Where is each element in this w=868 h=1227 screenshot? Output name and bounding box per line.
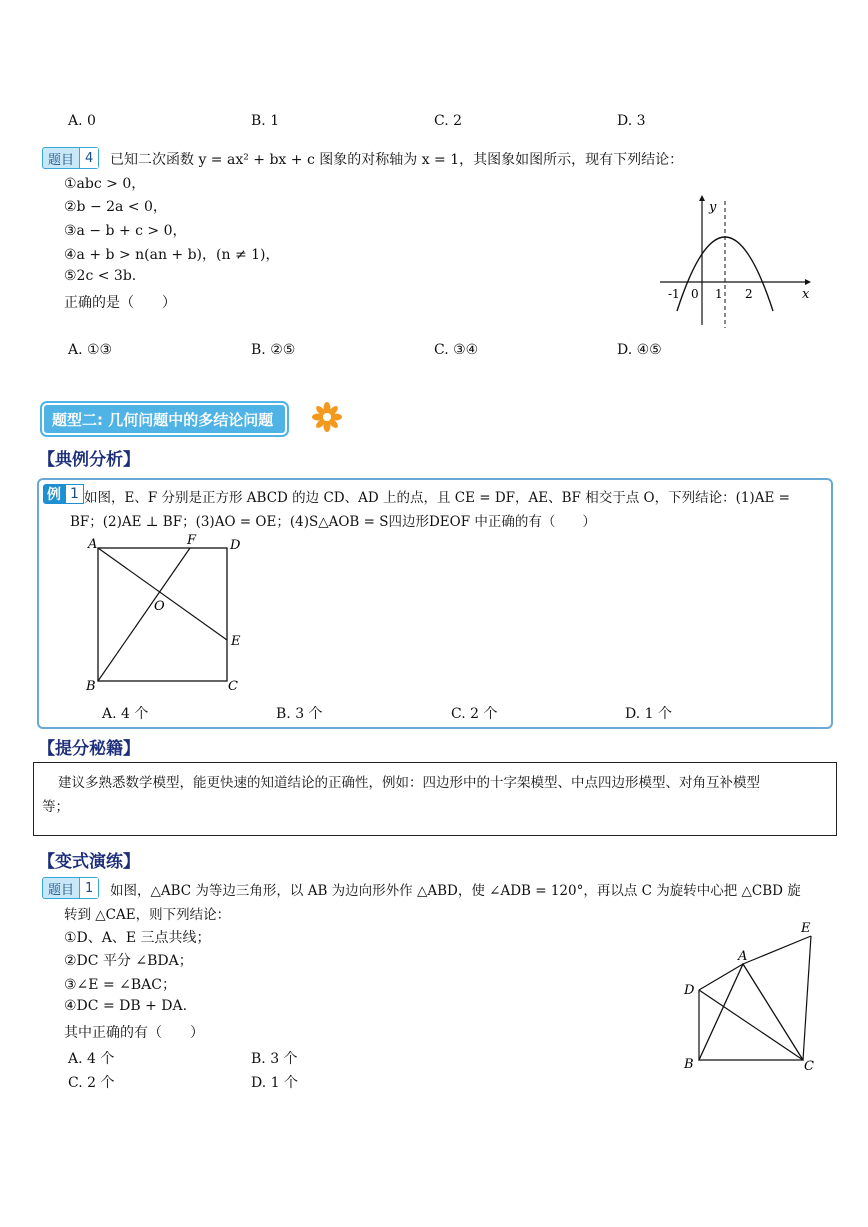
example-option-d[interactable]: D. 1 个 xyxy=(625,706,672,722)
q4-option-c[interactable]: C. ③④ xyxy=(434,342,479,358)
q3-option-d[interactable]: D. 3 xyxy=(617,113,646,129)
triangle-abc xyxy=(699,964,803,1060)
y-axis-label: y xyxy=(709,200,717,215)
q4-stem: 已知二次函数 y = ax² + bx + c 图象的对称轴为 x = 1，其图象如图所示，现有下列结论： xyxy=(110,152,684,168)
label-o: O xyxy=(154,599,165,614)
v1-option-b[interactable]: B. 3 个 xyxy=(251,1051,298,1067)
v1-item-2: ②DC 平分 ∠BDA； xyxy=(64,953,193,969)
tick-1: 1 xyxy=(715,287,723,301)
label-a: A xyxy=(88,537,98,552)
q3-option-b[interactable]: B. 1 xyxy=(251,113,280,129)
q4-item-4: ④a + b > n(an + b)，(n ≠ 1)， xyxy=(64,247,280,263)
v1-ask: 其中正确的有（ ） xyxy=(64,1025,204,1041)
label-d: D xyxy=(684,983,695,998)
label-a: A xyxy=(738,949,748,964)
tick-0: 0 xyxy=(691,287,699,301)
question-tag-number: 4 xyxy=(79,148,98,168)
square-figure xyxy=(80,530,260,700)
example-tag-label: 例 xyxy=(43,484,65,504)
question-tag-label: 题目 xyxy=(48,152,75,168)
question-tag-label: 题目 xyxy=(48,882,75,898)
v1-line-1: 如图，△ABC 为等边三角形，以 AB 为边向形外作 △ABD，使 ∠ADB = 120°，再以点 C 为旋转中心把 △CBD 旋 xyxy=(110,883,801,899)
label-b: B xyxy=(86,679,96,694)
y-axis-arrow xyxy=(699,195,705,201)
v1-line-2: 转到 △CAE，则下列结论： xyxy=(64,907,231,923)
segment-ec xyxy=(803,936,811,1060)
label-c: C xyxy=(804,1059,814,1074)
v1-option-c[interactable]: C. 2 个 xyxy=(68,1075,115,1091)
example-option-a[interactable]: A. 4 个 xyxy=(102,706,149,722)
heading-variant-practice: 【变式演练】 xyxy=(38,852,140,872)
v1-item-4: ④DC = DB + DA. xyxy=(64,998,188,1014)
x-axis-arrow xyxy=(805,279,811,285)
q3-option-a[interactable]: A. 0 xyxy=(68,113,96,129)
segment-bf xyxy=(98,548,190,681)
example-line-2: BF；(2)AE ⊥ BF；(3)AO = OE；(4)S△AOB = S四边形DEOF 中正确的有（ ） xyxy=(70,514,596,530)
q4-option-a[interactable]: A. ①③ xyxy=(68,342,113,358)
example-option-b[interactable]: B. 3 个 xyxy=(276,706,323,722)
label-e: E xyxy=(231,634,241,649)
segment-ae xyxy=(98,548,227,640)
v1-option-d[interactable]: D. 1 个 xyxy=(251,1075,298,1091)
question-tag xyxy=(42,147,99,169)
v1-item-1: ①D、A、E 三点共线； xyxy=(64,930,211,946)
label-f: F xyxy=(187,533,197,548)
tick-minus1: -1 xyxy=(668,287,680,301)
x-axis-label: x xyxy=(802,287,810,302)
heading-tips: 【提分秘籍】 xyxy=(38,739,140,759)
heading-example-analysis: 【典例分析】 xyxy=(38,450,140,470)
q4-item-5: ⑤2c < 3b. xyxy=(64,268,137,284)
section-banner-title: 题型二: 几何问题中的多结论问题 xyxy=(52,410,274,429)
tips-line-2: 等； xyxy=(42,799,69,815)
label-c: C xyxy=(228,679,238,694)
example-line-1: 如图，E、F 分别是正方形 ABCD 的边 CD、AD 上的点，且 CE = DF，AE、BF 相交于点 O，下列结论：(1)AE = xyxy=(84,490,790,506)
segment-ae xyxy=(743,936,811,964)
v1-option-a[interactable]: A. 4 个 xyxy=(68,1051,115,1067)
parabola-graph xyxy=(655,193,815,333)
example-tag xyxy=(43,484,84,504)
q4-ask: 正确的是（ ） xyxy=(64,295,176,311)
v1-item-3: ③∠E = ∠BAC； xyxy=(64,977,176,993)
tick-2: 2 xyxy=(745,287,753,301)
question-tag xyxy=(42,877,99,899)
q4-item-1: ①abc > 0， xyxy=(64,176,146,192)
tips-line-1: 建议多熟悉数学模型，能更快速的知道结论的正确性，例如：四边形中的十字架模型、中点四边形模型、对角互补模型 xyxy=(58,775,760,791)
triangle-figure xyxy=(680,918,825,1078)
label-b: B xyxy=(684,1057,694,1072)
section-banner xyxy=(42,403,287,435)
q4-item-2: ②b − 2a < 0， xyxy=(64,199,167,215)
label-d: D xyxy=(230,538,241,553)
example-option-c[interactable]: C. 2 个 xyxy=(451,706,498,722)
q4-option-b[interactable]: B. ②⑤ xyxy=(251,342,296,358)
example-tag-number: 1 xyxy=(65,484,84,504)
flower-icon xyxy=(311,401,343,433)
q3-option-c[interactable]: C. 2 xyxy=(434,113,463,129)
question-tag-number: 1 xyxy=(79,878,98,898)
q4-item-3: ③a − b + c > 0， xyxy=(64,223,187,239)
square-abcd xyxy=(98,548,227,681)
label-e: E xyxy=(801,921,811,936)
q4-option-d[interactable]: D. ④⑤ xyxy=(617,342,662,358)
